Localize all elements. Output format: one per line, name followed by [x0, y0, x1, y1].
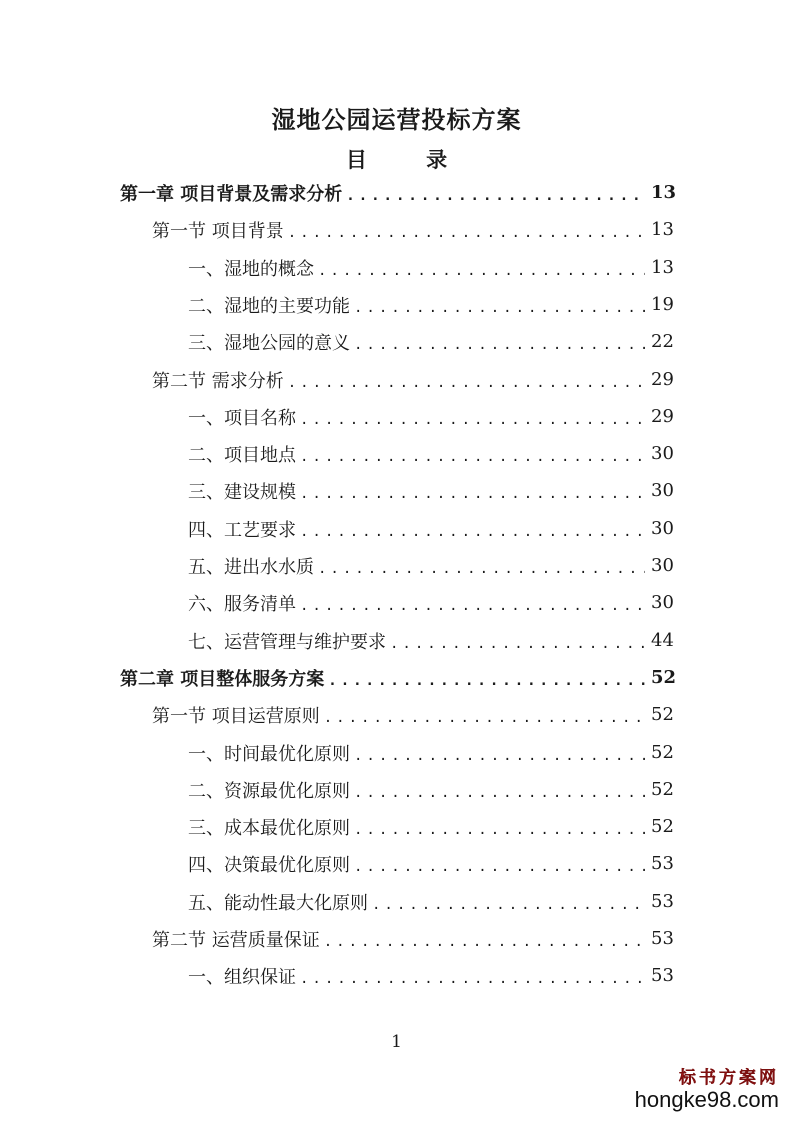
toc-entry-page: 30 — [651, 443, 674, 464]
watermark-site-name: 标书方案网 — [679, 1068, 779, 1088]
toc-entry-page: 52 — [651, 816, 674, 837]
toc-leader-dots — [354, 337, 645, 353]
toc-leader-dots — [346, 188, 645, 204]
toc-leader-dots — [354, 748, 645, 764]
document-title: 湿地公园运营投标方案 — [271, 105, 522, 134]
toc-entry[interactable] — [188, 398, 673, 435]
toc-entry[interactable] — [120, 174, 677, 211]
toc-leader-dots — [300, 449, 645, 465]
toc-entry[interactable] — [188, 249, 673, 286]
toc-entry[interactable] — [188, 957, 673, 994]
toc-entry-label: 四、决策最优化原则 — [188, 854, 350, 876]
toc-entry-label: 第一节 项目运营原则 — [152, 705, 320, 727]
toc-entry[interactable] — [188, 808, 673, 845]
toc-entry-label: 五、进出水水质 — [188, 556, 314, 578]
watermark-url: hongke98.com — [634, 1086, 779, 1112]
toc-heading: 目 录 — [345, 147, 474, 172]
toc-entry[interactable] — [188, 510, 673, 547]
toc-leader-dots — [324, 934, 645, 950]
toc-entry[interactable] — [152, 920, 673, 957]
toc-entry-label: 一、项目名称 — [188, 407, 296, 429]
toc-leader-dots — [354, 785, 645, 801]
toc-leader-dots — [288, 375, 645, 391]
toc-entry[interactable] — [188, 584, 673, 621]
watermark — [635, 1069, 779, 1112]
toc-entry-page: 13 — [651, 257, 674, 278]
page-number: 1 — [391, 1032, 402, 1052]
toc-entry-label: 三、成本最优化原则 — [188, 817, 350, 839]
toc-entry[interactable] — [188, 622, 673, 659]
toc-leader-dots — [328, 673, 645, 689]
toc-leader-dots — [300, 486, 645, 502]
toc-entry-page: 30 — [651, 518, 674, 539]
toc-entry-page: 53 — [651, 928, 674, 949]
toc-entry[interactable] — [188, 472, 673, 509]
toc-entry-label: 二、资源最优化原则 — [188, 780, 350, 802]
toc-entry-label: 一、时间最优化原则 — [188, 743, 350, 765]
toc-entry-label: 二、湿地的主要功能 — [188, 295, 350, 317]
toc-leader-dots — [318, 561, 645, 577]
toc-leader-dots — [354, 859, 645, 875]
toc-entry-label: 第二章 项目整体服务方案 — [120, 668, 325, 690]
toc-entry[interactable] — [188, 547, 673, 584]
toc-entry-page: 53 — [651, 891, 674, 912]
toc-entry-page: 22 — [651, 331, 674, 352]
toc-entry[interactable] — [188, 883, 673, 920]
toc-entry[interactable] — [188, 734, 673, 771]
toc-entry-label: 一、组织保证 — [188, 966, 296, 988]
toc-entry-page: 53 — [651, 965, 674, 986]
toc-leader-dots — [300, 412, 645, 428]
toc-leader-dots — [318, 263, 645, 279]
toc-entry-label: 七、运营管理与维护要求 — [188, 631, 386, 653]
toc-entry-label: 四、工艺要求 — [188, 519, 296, 541]
toc-entry-page: 19 — [651, 294, 674, 315]
toc-entry-label: 三、湿地公园的意义 — [188, 332, 350, 354]
toc-entry-page: 13 — [651, 219, 674, 240]
toc-entry-page: 52 — [651, 742, 674, 763]
toc-entry-page: 30 — [651, 555, 674, 576]
toc-entry[interactable] — [188, 845, 673, 882]
toc-entry-label: 二、项目地点 — [188, 444, 296, 466]
toc-entry[interactable] — [188, 286, 673, 323]
toc-entry[interactable] — [152, 361, 673, 398]
toc-entry-page: 52 — [651, 667, 677, 688]
toc-entry-page: 53 — [651, 853, 674, 874]
toc-leader-dots — [300, 598, 645, 614]
toc-entry-page: 52 — [651, 779, 674, 800]
toc-leader-dots — [324, 710, 645, 726]
toc-entry[interactable] — [120, 659, 677, 696]
toc-leader-dots — [390, 636, 645, 652]
toc-entry[interactable] — [188, 435, 673, 472]
toc-entry-label: 第一节 项目背景 — [152, 220, 284, 242]
toc-leader-dots — [354, 822, 645, 838]
toc-entry-label: 五、能动性最大化原则 — [188, 892, 368, 914]
toc-entry-page: 13 — [651, 182, 677, 203]
toc-entry-label: 第二节 运营质量保证 — [152, 929, 320, 951]
toc-entry-label: 第一章 项目背景及需求分析 — [120, 183, 343, 205]
toc-entry[interactable] — [152, 696, 673, 733]
toc-entry-page: 44 — [651, 630, 674, 651]
toc-leader-dots — [300, 971, 645, 987]
toc-leader-dots — [288, 225, 645, 241]
toc-entry[interactable] — [188, 771, 673, 808]
toc-entry-label: 一、湿地的概念 — [188, 258, 314, 280]
toc-entry-page: 29 — [651, 369, 674, 390]
toc-leader-dots — [354, 300, 645, 316]
toc-entry[interactable] — [188, 323, 673, 360]
toc-entry-label: 三、建设规模 — [188, 481, 296, 503]
toc-leader-dots — [372, 897, 645, 913]
toc-entry-page: 29 — [651, 406, 674, 427]
toc-entry-label: 第二节 需求分析 — [152, 370, 284, 392]
toc-entry-page: 30 — [651, 480, 674, 501]
toc-leader-dots — [300, 524, 645, 540]
toc-entry[interactable] — [152, 211, 673, 248]
toc-entry-page: 52 — [651, 704, 674, 725]
toc-entry-label: 六、服务清单 — [188, 593, 296, 615]
toc-entry-page: 30 — [651, 592, 674, 613]
